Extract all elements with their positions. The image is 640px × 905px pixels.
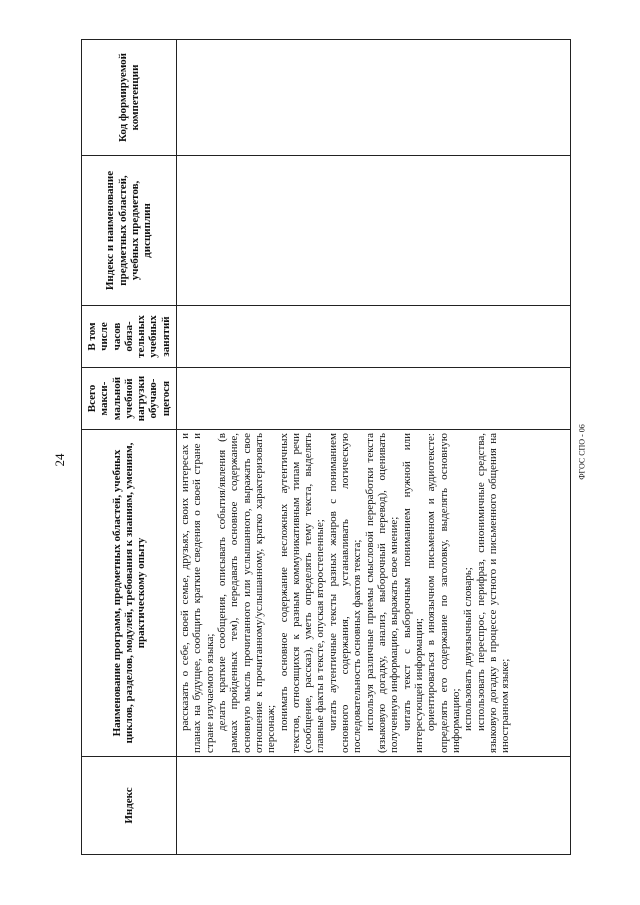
paragraph: рассказать о себе, своей семье, друзьях, своих интересах и планах на будущее, сообщить краткие сведения о своей стране и стране изучаемого языка; xyxy=(179,433,216,753)
paragraph: ориентироваться в иноязычном письменном и аудиотексте: определять его содержание по заголовку, выделять основную информацию; xyxy=(425,433,462,753)
table-row xyxy=(177,40,571,855)
requirements-cell xyxy=(177,430,571,757)
header-row xyxy=(82,40,177,855)
header-max-load: Всего макси-мальной учебной нагрузки обучаю-щегося xyxy=(82,368,177,430)
subjects-cell xyxy=(177,156,571,306)
mandatory-hours-cell xyxy=(177,306,571,368)
paragraph: использовать двуязычный словарь; xyxy=(462,567,475,731)
paragraph: понимать основное содержание несложных аутентичных текстов, относящихся к разным коммуникативным типам речи (сообщение, рассказ), уметь определять тему текста, выделять главные факты в тексте, опуская второстепенные; xyxy=(277,433,327,753)
paragraph: читать аутентичные тексты разных жанров с пониманием основного содержания, устанавливать логическую последовательность основных фактов текста; xyxy=(326,433,364,753)
header-name: Наименование программ, предметных областей, учебных циклов, разделов, модулей, требования к знаниям, умениям, практическому опыту xyxy=(82,430,177,757)
header-subjects: Индекс и наименование предметных областей, учебных предметов, дисциплин xyxy=(82,156,177,306)
rotated-table-container xyxy=(81,40,571,855)
competence-cell xyxy=(177,40,571,156)
max-load-cell xyxy=(177,368,571,430)
header-competence: Код формируемой компетенции xyxy=(82,40,177,156)
paragraph: читать текст с выборочным пониманием нужной или интересующей информации; xyxy=(400,433,425,753)
paragraph: используя различные приемы смысловой переработки текста (языковую догадку, анализ, выборочный перевод), оценивать полученную информацию, выражать свое мнение; xyxy=(363,433,401,753)
header-mandatory-hours: В том числе часов обяза-тельных учебных занятий xyxy=(82,306,177,368)
index-cell xyxy=(177,757,571,855)
paragraph: использовать переспрос, перифраз, синонимичные средства, языковую догадку в процессе устного и письменного общения на иностранном языке; xyxy=(474,433,512,753)
header-index: Индекс xyxy=(82,757,177,855)
paragraph: делать краткие сообщения, описывать события/явления (в рамках пройденных тем), передавать основное содержание, основную мысль прочитанного или услышанного, выражать свое отношение к прочитанному/услышанному, кратко характеризовать персонаж; xyxy=(215,433,278,753)
page-number: 24 xyxy=(52,453,67,467)
curriculum-table xyxy=(81,39,571,855)
footer-code: ФГОС СПО - 06 xyxy=(577,424,587,480)
